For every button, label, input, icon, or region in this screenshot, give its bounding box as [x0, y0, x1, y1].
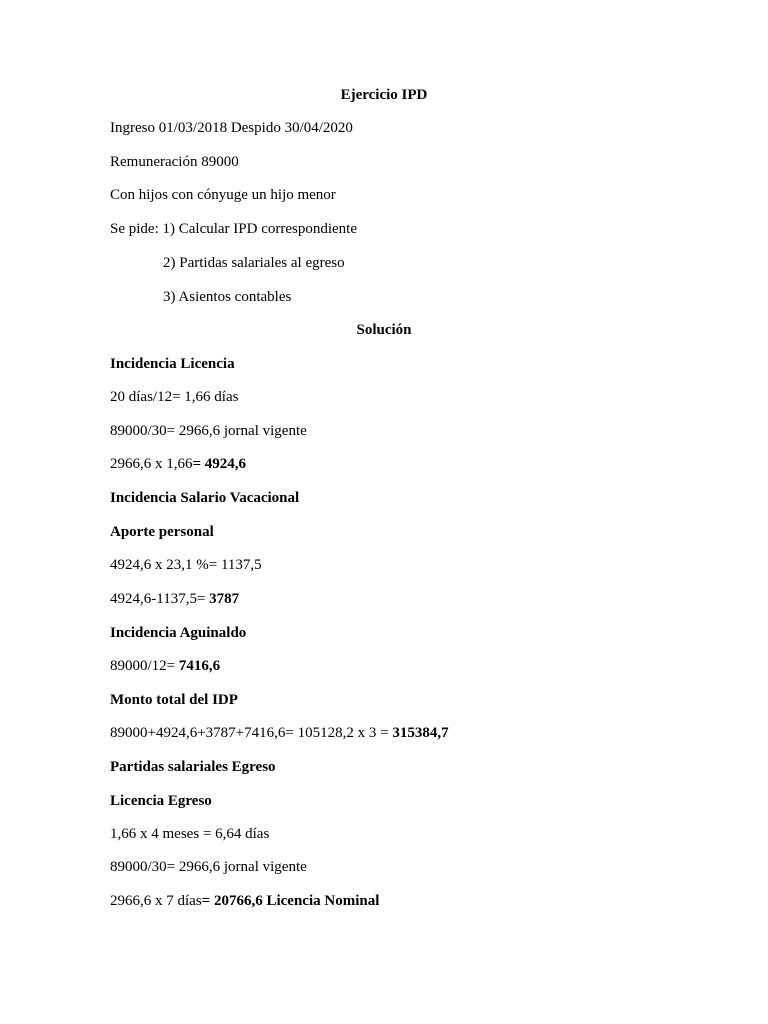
partidas-heading: Partidas salariales Egreso [110, 759, 276, 775]
calc-aguinaldo-prefix: 89000/12= [110, 658, 179, 674]
calc-total-result: 315384,7 [392, 725, 449, 741]
calc-nominal-line [110, 893, 379, 910]
calc-dias-line: 20 días/12= 1,66 días [110, 389, 239, 405]
incidencia-licencia-heading: Incidencia Licencia [110, 356, 235, 372]
calc-nominal-result: = 20766,6 Licencia Nominal [201, 893, 380, 909]
calc-licencia-prefix: 2966,6 x 1,66 [110, 456, 193, 472]
calc-aguinaldo-result: 7416,6 [178, 658, 221, 674]
licencia-egreso-heading: Licencia Egreso [110, 793, 212, 809]
calc-jornal2-line: 89000/30= 2966,6 jornal vigente [110, 859, 307, 875]
item-3-line: 3) Asientos contables [163, 289, 292, 305]
item-2-line: 2) Partidas salariales al egreso [163, 255, 345, 271]
ingreso-line: Ingreso 01/03/2018 Despido 30/04/2020 [110, 120, 353, 136]
calc-jornal-line: 89000/30= 2966,6 jornal vigente [110, 423, 307, 439]
calc-aporte2-line [110, 591, 239, 608]
aguinaldo-heading: Incidencia Aguinaldo [110, 625, 247, 641]
calc-aporte2-result: 3787 [209, 591, 240, 607]
calc-total-prefix: 89000+4924,6+3787+7416,6= 105128,2 x 3 = [110, 725, 393, 741]
calc-meses-line: 1,66 x 4 meses = 6,64 días [110, 826, 270, 842]
calc-licencia-result: = 4924,6 [192, 456, 247, 472]
aporte-personal-heading: Aporte personal [110, 524, 214, 540]
monto-total-heading: Monto total del IDP [110, 692, 238, 708]
se-pide-line: Se pide: 1) Calcular IPD correspondiente [110, 221, 358, 237]
remuneracion-line: Remuneración 89000 [110, 154, 239, 170]
calc-aporte2-prefix: 4924,6-1137,5= [110, 591, 210, 607]
calc-aporte-line: 4924,6 x 23,1 %= 1137,5 [110, 557, 262, 573]
calc-licencia-line [110, 456, 246, 473]
hijos-line: Con hijos con cónyuge un hijo menor [110, 187, 336, 203]
solucion-heading: Solución [356, 322, 412, 338]
document-title: Ejercicio IPD [340, 87, 428, 103]
salario-vacacional-heading: Incidencia Salario Vacacional [110, 490, 300, 506]
calc-total-line [110, 725, 449, 742]
calc-nominal-prefix: 2966,6 x 7 días [110, 893, 202, 909]
calc-aguinaldo-line [110, 658, 220, 675]
